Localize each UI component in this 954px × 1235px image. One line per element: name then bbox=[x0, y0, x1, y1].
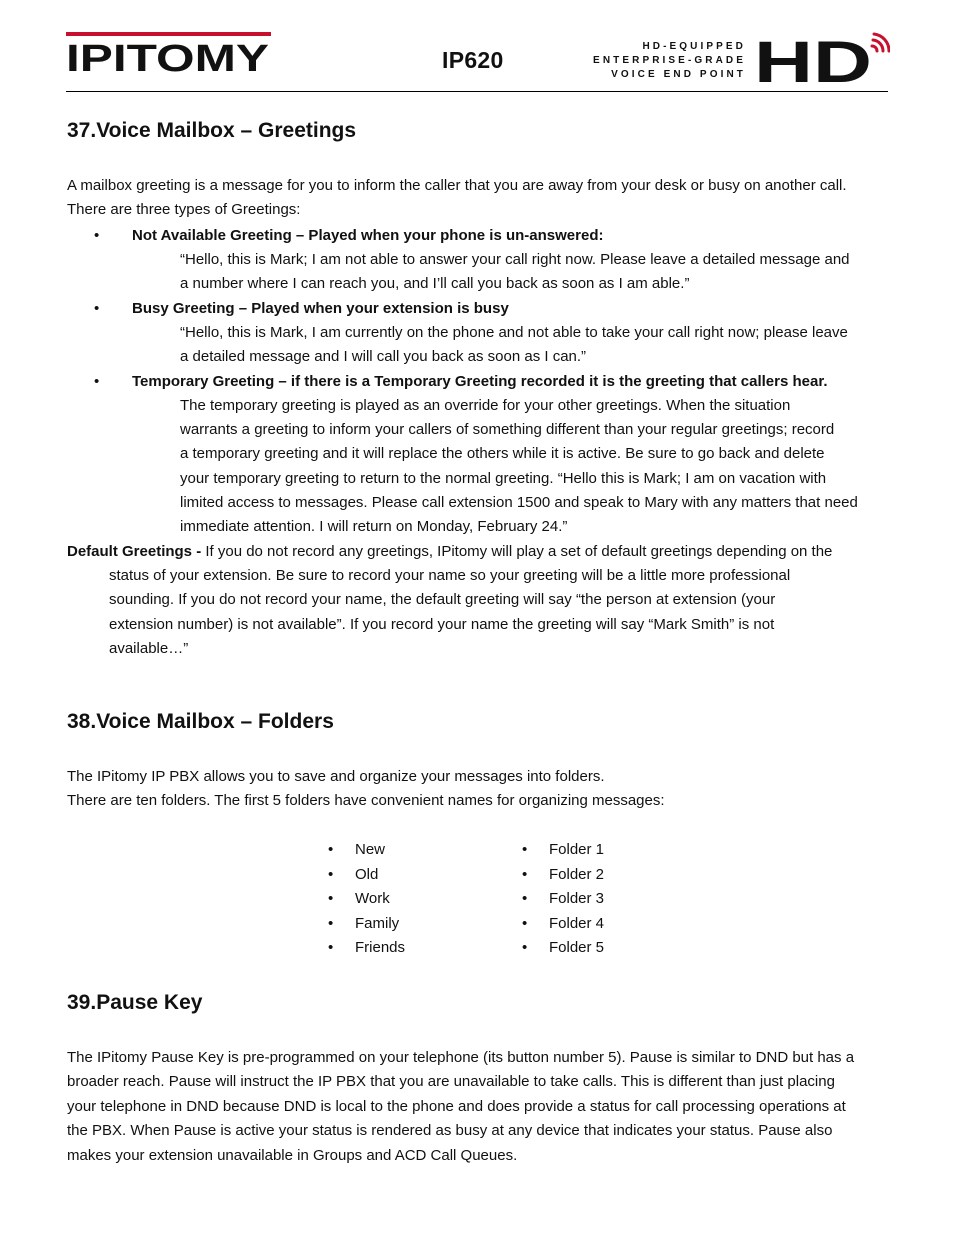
text-line: a detailed message and I will call you back as soon as I can.” bbox=[180, 348, 587, 365]
default-greetings-label: Default Greetings - bbox=[67, 543, 202, 560]
text-line: a number where I can reach you, and I’ll call you back as soon as I am able.” bbox=[180, 275, 690, 292]
tagline-line: VOICE END POINT bbox=[611, 69, 746, 80]
text-line: The IPitomy IP PBX allows you to save and organize your messages into folders. bbox=[67, 768, 605, 785]
greeting-example bbox=[180, 248, 892, 296]
bullet-icon: • bbox=[94, 300, 100, 317]
text-line: immediate attention. I will return on Monday, February 24.” bbox=[180, 518, 568, 536]
text-line: If you do not record any greetings, IPitomy will play a set of default greetings depending on the bbox=[201, 543, 833, 560]
tagline bbox=[566, 40, 746, 82]
list-item: • Old bbox=[328, 863, 405, 888]
folder-list-named bbox=[328, 838, 405, 961]
text-line: status of your extension. Be sure to record your name so your greeting will be a little more professional bbox=[109, 567, 791, 585]
text-line: limited access to messages. Please call extension 1500 and speak to Mary with any matters that need bbox=[180, 493, 858, 511]
ipitomy-logo bbox=[66, 30, 271, 76]
paragraph bbox=[67, 765, 891, 813]
text-line: sounding. If you do not record your name, the default greeting will say “the person at extension (your bbox=[109, 591, 776, 609]
default-greetings-paragraph bbox=[67, 540, 877, 661]
svg-text:IPITOMY: IPITOMY bbox=[66, 38, 269, 76]
text-line: The IPitomy Pause Key is pre-programmed on your telephone (its button number 5). Pause is similar to DND but has a bbox=[67, 1049, 855, 1066]
paragraph bbox=[67, 1046, 891, 1168]
tagline-line: HD-EQUIPPED bbox=[642, 41, 746, 52]
section-heading: 38.Voice Mailbox – Folders bbox=[67, 710, 334, 733]
model-name: IP620 bbox=[442, 47, 504, 73]
svg-text:HD: HD bbox=[754, 32, 872, 84]
text-line: “Hello, this is Mark; I am not able to answer your call right now. Please leave a detailed message and bbox=[180, 251, 850, 268]
bullet-icon: • bbox=[94, 373, 100, 390]
text-line: The temporary greeting is played as an override for your other greetings. When the situation bbox=[180, 397, 791, 414]
greeting-label: Not Available Greeting – Played when your phone is un-answered: bbox=[132, 227, 604, 244]
hd-logo bbox=[754, 32, 890, 84]
text-line: warrants a greeting to inform your callers of something different than your regular greetings; record bbox=[180, 421, 835, 439]
text-line: makes your extension unavailable in Groups and ACD Call Queues. bbox=[67, 1146, 518, 1164]
bullet-icon: • bbox=[94, 227, 100, 244]
list-item: • Friends bbox=[328, 936, 405, 961]
greeting-example bbox=[180, 321, 892, 369]
list-item: • Work bbox=[328, 887, 405, 912]
text-line: broader reach. Pause will instruct the IP PBX that you are unavailable to take calls. This is different than just placing bbox=[67, 1073, 835, 1091]
signal-waves-icon bbox=[872, 34, 889, 51]
paragraph bbox=[67, 174, 891, 222]
text-line: “Hello, this is Mark, I am currently on the phone and not able to take your call right now; please leave bbox=[180, 324, 848, 341]
tagline-line: ENTERPRISE-GRADE bbox=[593, 55, 746, 66]
text-line: your temporary greeting to return to the normal greeting. “Hello this is Mark; I am on vacation with bbox=[180, 469, 827, 487]
list-item: • Folder 3 bbox=[522, 887, 604, 912]
text-line: There are three types of Greetings: bbox=[67, 201, 301, 218]
text-line: the PBX. When Pause is active your status is rendered as busy at any device that indicates your status. Pause also bbox=[67, 1122, 833, 1140]
greeting-label: Temporary Greeting – if there is a Temporary Greeting recorded it is the greeting that callers hear. bbox=[132, 373, 828, 390]
list-item: • Folder 1 bbox=[522, 838, 604, 863]
text-line: available…” bbox=[109, 639, 189, 657]
list-item: • Folder 4 bbox=[522, 912, 604, 937]
text-line: extension number) is not available”. If you record your name the greeting will say “Mark Smith” is not bbox=[109, 615, 775, 633]
page-header bbox=[66, 30, 888, 92]
list-item: • Family bbox=[328, 912, 405, 937]
list-item: • Folder 2 bbox=[522, 863, 604, 888]
text-line: your telephone in DND because DND is local to the phone and does provide a status for call processing operations at bbox=[67, 1097, 846, 1115]
text-line: A mailbox greeting is a message for you to inform the caller that you are away from your desk or busy on another call. bbox=[67, 177, 847, 194]
list-item: • New bbox=[328, 838, 405, 863]
section-heading: 39.Pause Key bbox=[67, 991, 203, 1014]
list-item: • Folder 5 bbox=[522, 936, 604, 961]
folder-list-numbered bbox=[522, 838, 604, 961]
text-line: There are ten folders. The first 5 folders have convenient names for organizing messages: bbox=[67, 792, 665, 809]
text-line: a temporary greeting and it will replace the others while it is active. Be sure to go back and delete bbox=[180, 445, 825, 463]
section-heading: 37.Voice Mailbox – Greetings bbox=[67, 119, 357, 142]
greeting-label: Busy Greeting – Played when your extension is busy bbox=[132, 300, 509, 317]
greeting-example bbox=[180, 394, 892, 539]
